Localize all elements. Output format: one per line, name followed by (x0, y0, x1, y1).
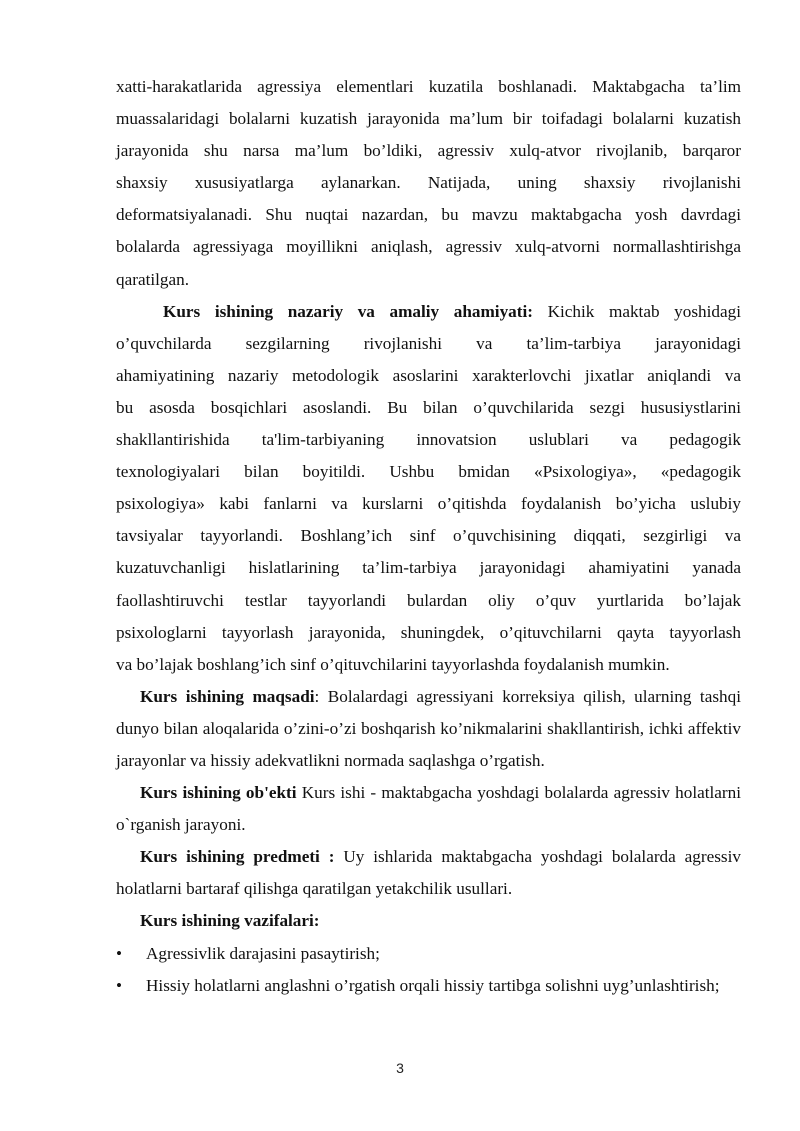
bullet-icon: • (116, 975, 123, 995)
text-line: kuzatuvchanligi hislatlarining ta’lim-tarbiya jarayonidagi ahamiyatini yanada (116, 558, 741, 578)
text-line: va bo’lajak boshlang’ich sinf o’qituvchilarini tayyorlashda foydalanish mumkin. (116, 654, 670, 674)
text-line: psixologiya» kabi fanlarni va kurslarni o’qitishda foydalanish bo’yicha uslubiy (116, 494, 741, 514)
text-line: xatti-harakatlarida agressiya elementlari kuzatila boshlanadi. Maktabgacha ta’lim (116, 77, 741, 96)
list-item (116, 970, 741, 1002)
significance-paragraph (116, 296, 741, 681)
text-line: texnologiyalari bilan boyitildi. Ushbu bmidan «Psixologiya», «pedagogik (116, 462, 741, 482)
text-line: o’quvchilarda sezgilarning rivojlanishi va ta’lim-tarbiya jarayonidagi (116, 333, 741, 353)
text-line (116, 296, 741, 328)
page-body (116, 71, 741, 1002)
goal-paragraph (116, 681, 741, 777)
text-line: shaxsiy xususiyatlarga aylanarkan. Natijada, uning shaxsiy rivojlanishi (116, 173, 741, 193)
text-line: bu asosda bosqichlari asoslandi. Bu bilan o’quvchilarida sezgi hususiystlarini (116, 397, 741, 417)
intro-paragraph (116, 71, 741, 296)
tasks-heading-line (116, 905, 741, 937)
text-line: bolalarda agressiyaga moyillikni aniqlash, agressiv xulq-atvorni normallashtirishga (116, 237, 741, 257)
object-heading: Kurs ishining ob'ekti (140, 783, 297, 803)
object-paragraph (116, 777, 741, 841)
significance-first-line: Kichik maktab yoshidagi (532, 301, 741, 321)
tasks-heading: Kurs ishining vazifalari: (140, 911, 320, 931)
page-number: 3 (396, 1060, 404, 1076)
goal-heading: Kurs ishining maqsadi (140, 686, 315, 706)
subject-text: Uy ishlarida maktabgacha yoshdagi bolalarda agressiv holatlarni bartaraf qilishga qaratilgan yetakchilik usullari. (116, 847, 741, 899)
significance-heading: Kurs ishining nazariy va amaliy ahamiyati: (163, 301, 533, 321)
goal-text: : Bolalardagi agressiyani korreksiya qilish, ularning tashqi dunyo bilan aloqalarida o’zini-o’zi boshqarish ko’nikmalarini shakllantirish, ichki affektiv jarayonlar va hissiy adekvatlikni normada saqlashga o’rgatish. (116, 686, 741, 770)
bullet-icon: • (116, 943, 123, 963)
text-line: psixologlarni tayyorlash jarayonida, shuningdek, o’qituvchilarni qayta tayyorlash (116, 622, 741, 642)
subject-paragraph (116, 841, 741, 905)
text-line: ahamiyatining nazariy metodologik asoslarini xarakterlovchi jixatlar aniqlandi va (116, 365, 741, 385)
text-line: muassalaridagi bolalarni kuzatish jarayonida ma’lum bir toifadagi bolalarni kuzatish (116, 109, 741, 129)
text-line: shakllantirishida ta'lim-tarbiyaning innovatsion uslublari va pedagogik (116, 430, 741, 450)
subject-heading: Kurs ishining predmeti : (140, 847, 335, 867)
list-item-text: Hissiy holatlarni anglashni o’rgatish orqali hissiy tartibga solishni uyg’unlashtirish; (146, 975, 720, 995)
text-line: jarayonida shu narsa ma’lum bo’ldiki, agressiv xulq-atvor rivojlanib, barqaror (116, 141, 741, 161)
text-line: deformatsiyalanadi. Shu nuqtai nazardan, bu mavzu maktabgacha yosh davrdagi (116, 205, 741, 225)
text-line: qaratilgan. (116, 269, 190, 289)
text-line: faollashtiruvchi testlar tayyorlandi bulardan oliy o’quv yurtlarida bo’lajak (116, 590, 741, 610)
text-line: tavsiyalar tayyorlandi. Boshlang’ich sinf o’quvchisining diqqati, sezgirligi va (116, 526, 741, 546)
list-item (116, 938, 741, 970)
object-text: Kurs ishi - maktabgacha yoshdagi bolalarda agressiv holatlarni o`rganish jarayoni. (116, 783, 741, 835)
list-item-text: Agressivlik darajasini pasaytirish; (146, 943, 380, 963)
